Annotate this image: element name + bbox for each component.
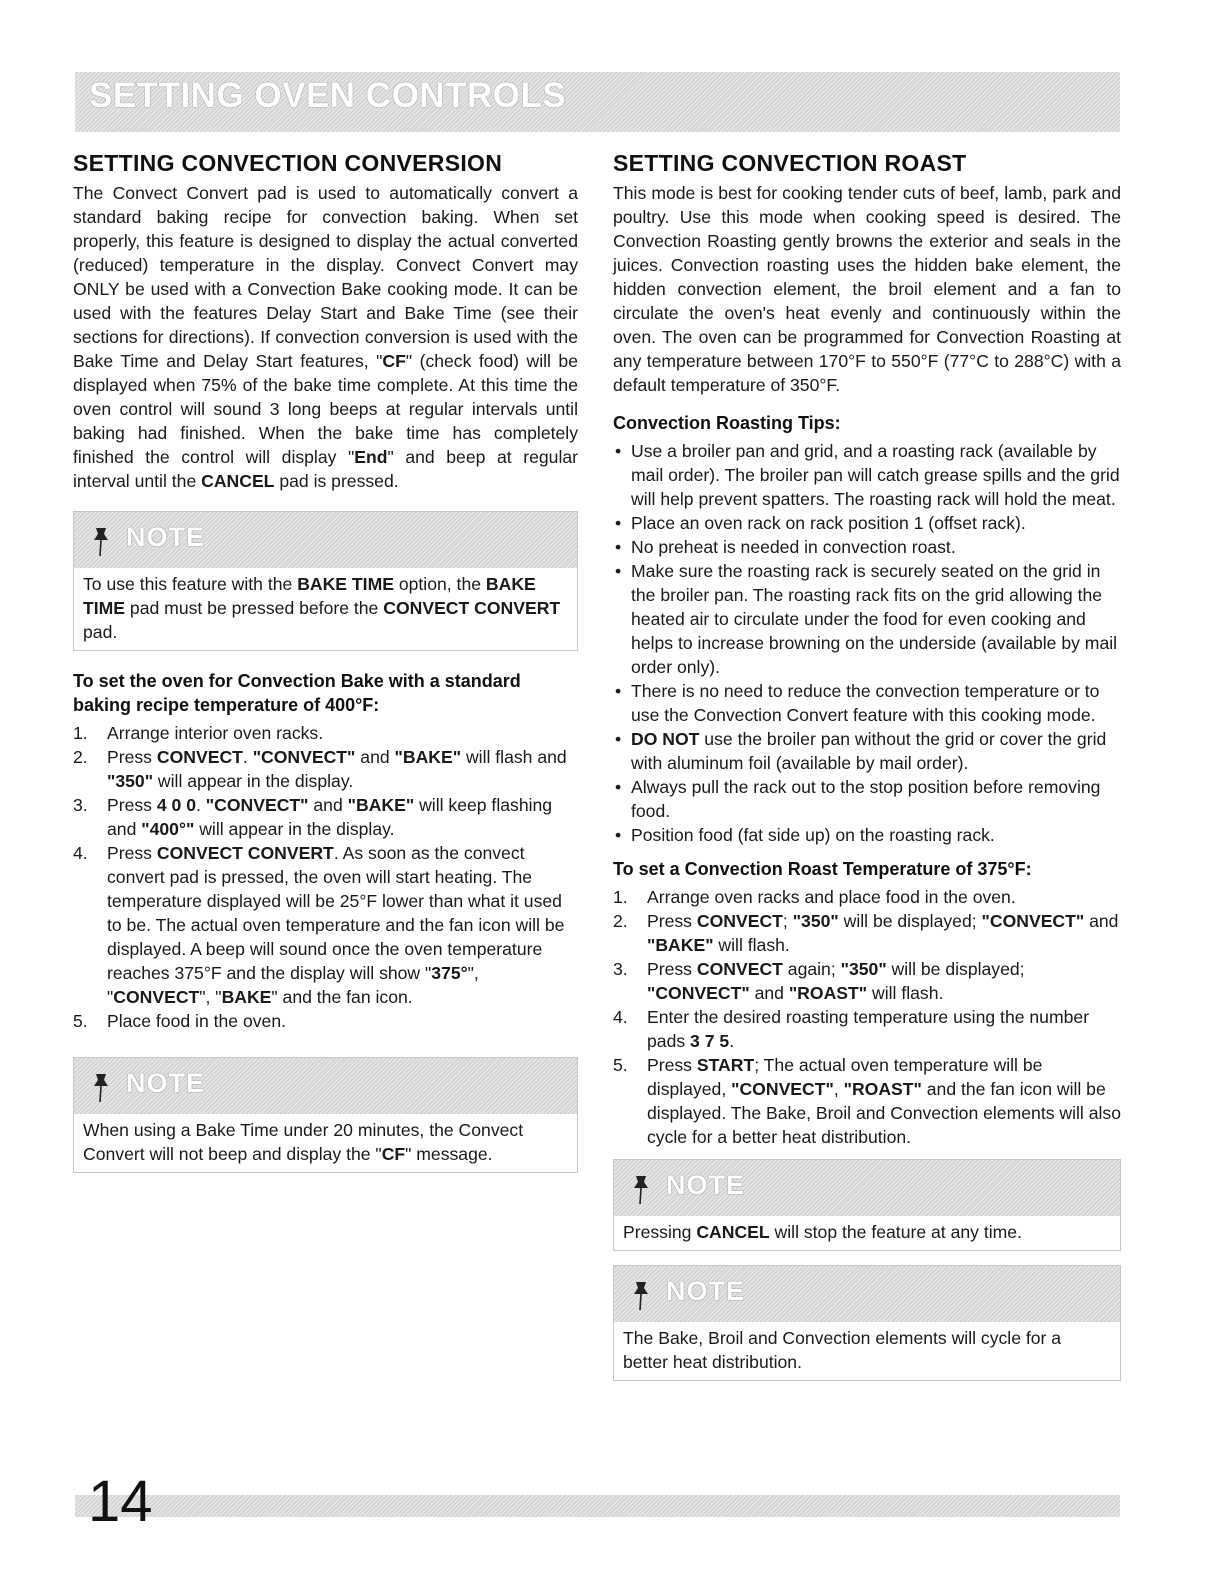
text-run: " and the fan icon. [271, 987, 413, 1007]
text-run: Arrange interior oven racks. [107, 723, 324, 743]
convection-roast-steps [613, 885, 1121, 1149]
tip-item [613, 823, 1121, 847]
bold-text: "350" [792, 911, 839, 931]
text-run: The Convect Convert pad is used to automatically convert a standard baking recipe for convection baking. When set properly, this feature is designed to display the actual converted (reduced) temperature in the display. Convect Convert may ONLY be used with a Convection Bake cooking mode. It can be used with the features Delay Start and Bake Time (see their sections for directions). If convection conversion is used with the Bake Time and Delay Start features, " [73, 183, 578, 371]
tip-item [613, 439, 1121, 511]
bold-text: CF [382, 351, 406, 371]
text-run: " and beep at regular interval until the [73, 447, 579, 491]
text-run: and [308, 795, 348, 815]
bold-text: CONVECT [696, 911, 783, 931]
bold-text: "CONVECT" [647, 983, 750, 1003]
text-run: Arrange oven racks and place food in the oven. [647, 887, 1016, 907]
step-number: 3. [613, 959, 628, 979]
bold-text: BAKE TIME [83, 574, 536, 618]
note-label: NOTE [126, 522, 206, 552]
text-run: will stop the feature at any time. [769, 1222, 1022, 1242]
text-run: pad is pressed. [274, 471, 399, 491]
text-run: When using a Bake Time under 20 minutes, the Convect Convert will not beep and display the " [83, 1120, 524, 1164]
convection-roast-steps-heading: To set a Convection Roast Temperature of 375°F: [613, 859, 1032, 879]
text-run: Position food (fat side up) on the roasting rack. [631, 825, 995, 845]
bold-text: CONVECT [156, 747, 243, 767]
bold-text: CONVECT [113, 987, 200, 1007]
convection-conversion-heading: SETTING CONVECTION CONVERSION [73, 150, 503, 176]
note-header [614, 1160, 1120, 1216]
tip-item [613, 511, 1121, 535]
text-run: . [196, 795, 206, 815]
note-box-cancel [613, 1159, 1121, 1251]
bold-text: "ROAST" [843, 1079, 922, 1099]
text-run: , [833, 1079, 844, 1099]
bold-text: CANCEL [696, 1222, 770, 1242]
tip-item [613, 727, 1121, 775]
text-run: There is no need to reduce the convection temperature or to use the Convection Convert feature with this cooking mode. [631, 681, 1100, 725]
text-run: Press [647, 1055, 697, 1075]
step-number: 5. [73, 1011, 88, 1031]
bold-text: "350" [107, 771, 154, 791]
text-run: Press [647, 959, 697, 979]
bold-text: "BAKE" [347, 795, 415, 815]
banner-title: SETTING OVEN CONTROLS [89, 76, 567, 115]
tip-item [613, 535, 1121, 559]
text-run: pad. [83, 622, 118, 642]
note-box-elements-cycle [613, 1265, 1121, 1381]
step-item [613, 1053, 1121, 1149]
bold-text: START [696, 1055, 755, 1075]
text-run: " (check food) will be displayed when 75% of the bake time complete. At this time the oven control will sound 3 long beeps at regular intervals until baking had finished. When the bake time has completely finished the control will display " [73, 351, 578, 467]
step-item [73, 793, 578, 841]
bold-text: 4 0 0 [156, 795, 197, 815]
text-run: Press [647, 911, 697, 931]
step-item [613, 885, 1121, 909]
roasting-tips-list [613, 439, 1121, 847]
step-number: 5. [613, 1055, 628, 1075]
text-run: will be displayed; [838, 911, 982, 931]
text-run: and [749, 983, 789, 1003]
step-item [73, 745, 578, 793]
tip-item [613, 559, 1121, 679]
note-text [614, 1216, 1120, 1250]
bold-text: CONVECT CONVERT [383, 598, 561, 618]
bold-text: CONVECT CONVERT [156, 843, 334, 863]
bold-text: BAKE [221, 987, 272, 1007]
step-item [73, 721, 578, 745]
text-run: Place food in the oven. [107, 1011, 286, 1031]
note-box-bake-time-short [73, 1057, 578, 1173]
text-run: No preheat is needed in convection roast. [631, 537, 956, 557]
pushpin-icon [630, 1280, 652, 1312]
text-run: pad must be pressed before the [125, 598, 384, 618]
bold-text: DO NOT [631, 729, 700, 749]
note-header [74, 1058, 577, 1114]
note-text [74, 568, 577, 650]
text-run: will flash and [461, 747, 567, 767]
text-run: . [729, 1031, 735, 1051]
page-number: 14 [88, 1469, 153, 1534]
text-run: . [242, 747, 253, 767]
note-text [614, 1322, 1120, 1380]
bold-text: "CONVECT" [731, 1079, 834, 1099]
step-number: 3. [73, 795, 88, 815]
footer-bar [75, 1495, 1120, 1517]
bold-text: "CONVECT" [205, 795, 309, 815]
text-run: option, the [393, 574, 486, 594]
step-number: 2. [73, 747, 88, 767]
note-text [74, 1114, 577, 1172]
text-run: use the broiler pan without the grid or cover the grid with aluminum foil (available by mail order). [631, 729, 1107, 773]
text-run: Always pull the rack out to the stop position before removing food. [631, 777, 1101, 821]
text-run: Place an oven rack on rack position 1 (offset rack). [631, 513, 1026, 533]
convection-roast-intro [613, 181, 1121, 397]
section-banner [75, 72, 1120, 132]
text-run: ", " [107, 963, 479, 1007]
text-run: Use a broiler pan and grid, and a roasting rack (available by mail order). The broiler pan will catch grease spills and the grid will help prevent spatters. The roasting rack will hold the meat. [631, 441, 1120, 509]
text-run: ; The actual oven temperature will be displayed, [647, 1055, 1043, 1099]
text-run: To use this feature with the [83, 574, 298, 594]
convection-bake-steps-heading: To set the oven for Convection Bake with a standard baking recipe temperature of 400°F: [73, 671, 521, 715]
bold-text: CONVECT [696, 959, 783, 979]
step-item [73, 841, 578, 1009]
convection-roast-heading: SETTING CONVECTION ROAST [613, 150, 967, 176]
text-run: will appear in the display. [153, 771, 354, 791]
step-number: 1. [613, 887, 628, 907]
text-run: and [1084, 911, 1119, 931]
pushpin-icon [90, 526, 112, 558]
step-number: 4. [73, 843, 88, 863]
right-column [613, 150, 1121, 1381]
bold-text: "BAKE" [394, 747, 462, 767]
text-run: will flash. [713, 935, 790, 955]
step-item [73, 1009, 578, 1033]
bold-text: "BAKE" [647, 935, 714, 955]
convection-conversion-intro [73, 181, 578, 493]
text-run: " message. [405, 1144, 493, 1164]
note-label: NOTE [666, 1276, 746, 1306]
pushpin-icon [90, 1072, 112, 1104]
bold-text: CANCEL [201, 471, 275, 491]
step-number: 2. [613, 911, 628, 931]
bold-text: CF [381, 1144, 406, 1164]
bold-text: "CONVECT" [252, 747, 356, 767]
left-column [73, 150, 578, 1173]
step-item [613, 957, 1121, 1005]
text-run: Press [107, 843, 157, 863]
bold-text: "350" [840, 959, 887, 979]
text-run: Enter the desired roasting temperature using the number pads [647, 1007, 1090, 1051]
text-run: will be displayed; [886, 959, 1025, 979]
text-run: will flash. [867, 983, 944, 1003]
text-run: . As soon as the convect convert pad is pressed, the oven will start heating. The temperature displayed will be 25°F lower than what it used to be. The actual oven temperature and the fan icon will be displayed. A beep will sound once the oven temperature reaches 375°F and the display will show " [107, 843, 565, 983]
text-run: again; [782, 959, 841, 979]
note-label: NOTE [126, 1068, 206, 1098]
text-run: will keep flashing and [107, 795, 553, 839]
step-number: 4. [613, 1007, 628, 1027]
bold-text: BAKE TIME [297, 574, 394, 594]
tip-item [613, 679, 1121, 727]
text-run: This mode is best for cooking tender cuts of beef, lamb, park and poultry. Use this mode when cooking speed is desired. The Convection Roasting gently browns the exterior and seals in the juices. Convection roasting uses the hidden bake element, the hidden convection element, the broil element and a fan to circulate the oven's heat evenly and continuously within the oven. The oven can be programmed for Convection Roasting at any temperature between 170°F to 550°F (77°C to 288°C) with a default temperature of 350°F. [613, 183, 1121, 395]
text-run: Make sure the roasting rack is securely seated on the grid in the broiler pan. The roasting rack fits on the grid allowing the heated air to circulate under the food for even cooking and helps to increase browning on the underside (available by mail order only). [631, 561, 1118, 677]
bold-text: "ROAST" [788, 983, 868, 1003]
text-run: will appear in the display. [194, 819, 395, 839]
text-run: and the fan icon will be displayed. The Bake, Broil and Convection elements will also cycle for a better heat distribution. [647, 1079, 1121, 1147]
text-run: The Bake, Broil and Convection elements will cycle for a better heat distribution. [623, 1328, 1062, 1372]
bold-text: "400°" [141, 819, 195, 839]
step-number: 1. [73, 723, 88, 743]
note-label: NOTE [666, 1170, 746, 1200]
note-header [614, 1266, 1120, 1322]
tip-item [613, 775, 1121, 823]
convection-bake-steps [73, 721, 578, 1033]
roasting-tips-heading: Convection Roasting Tips: [613, 413, 841, 433]
bold-text: "CONVECT" [981, 911, 1085, 931]
note-header [74, 512, 577, 568]
text-run: Press [107, 795, 157, 815]
pushpin-icon [630, 1174, 652, 1206]
text-run: Press [107, 747, 157, 767]
bold-text: End [354, 447, 388, 467]
bold-text: 3 7 5 [690, 1031, 730, 1051]
step-item [613, 909, 1121, 957]
text-run: Pressing [623, 1222, 697, 1242]
step-item [613, 1005, 1121, 1053]
text-run: ; [782, 911, 793, 931]
bold-text: 375° [431, 963, 468, 983]
text-run: and [355, 747, 395, 767]
text-run: ", " [199, 987, 222, 1007]
note-box-bake-time [73, 511, 578, 651]
